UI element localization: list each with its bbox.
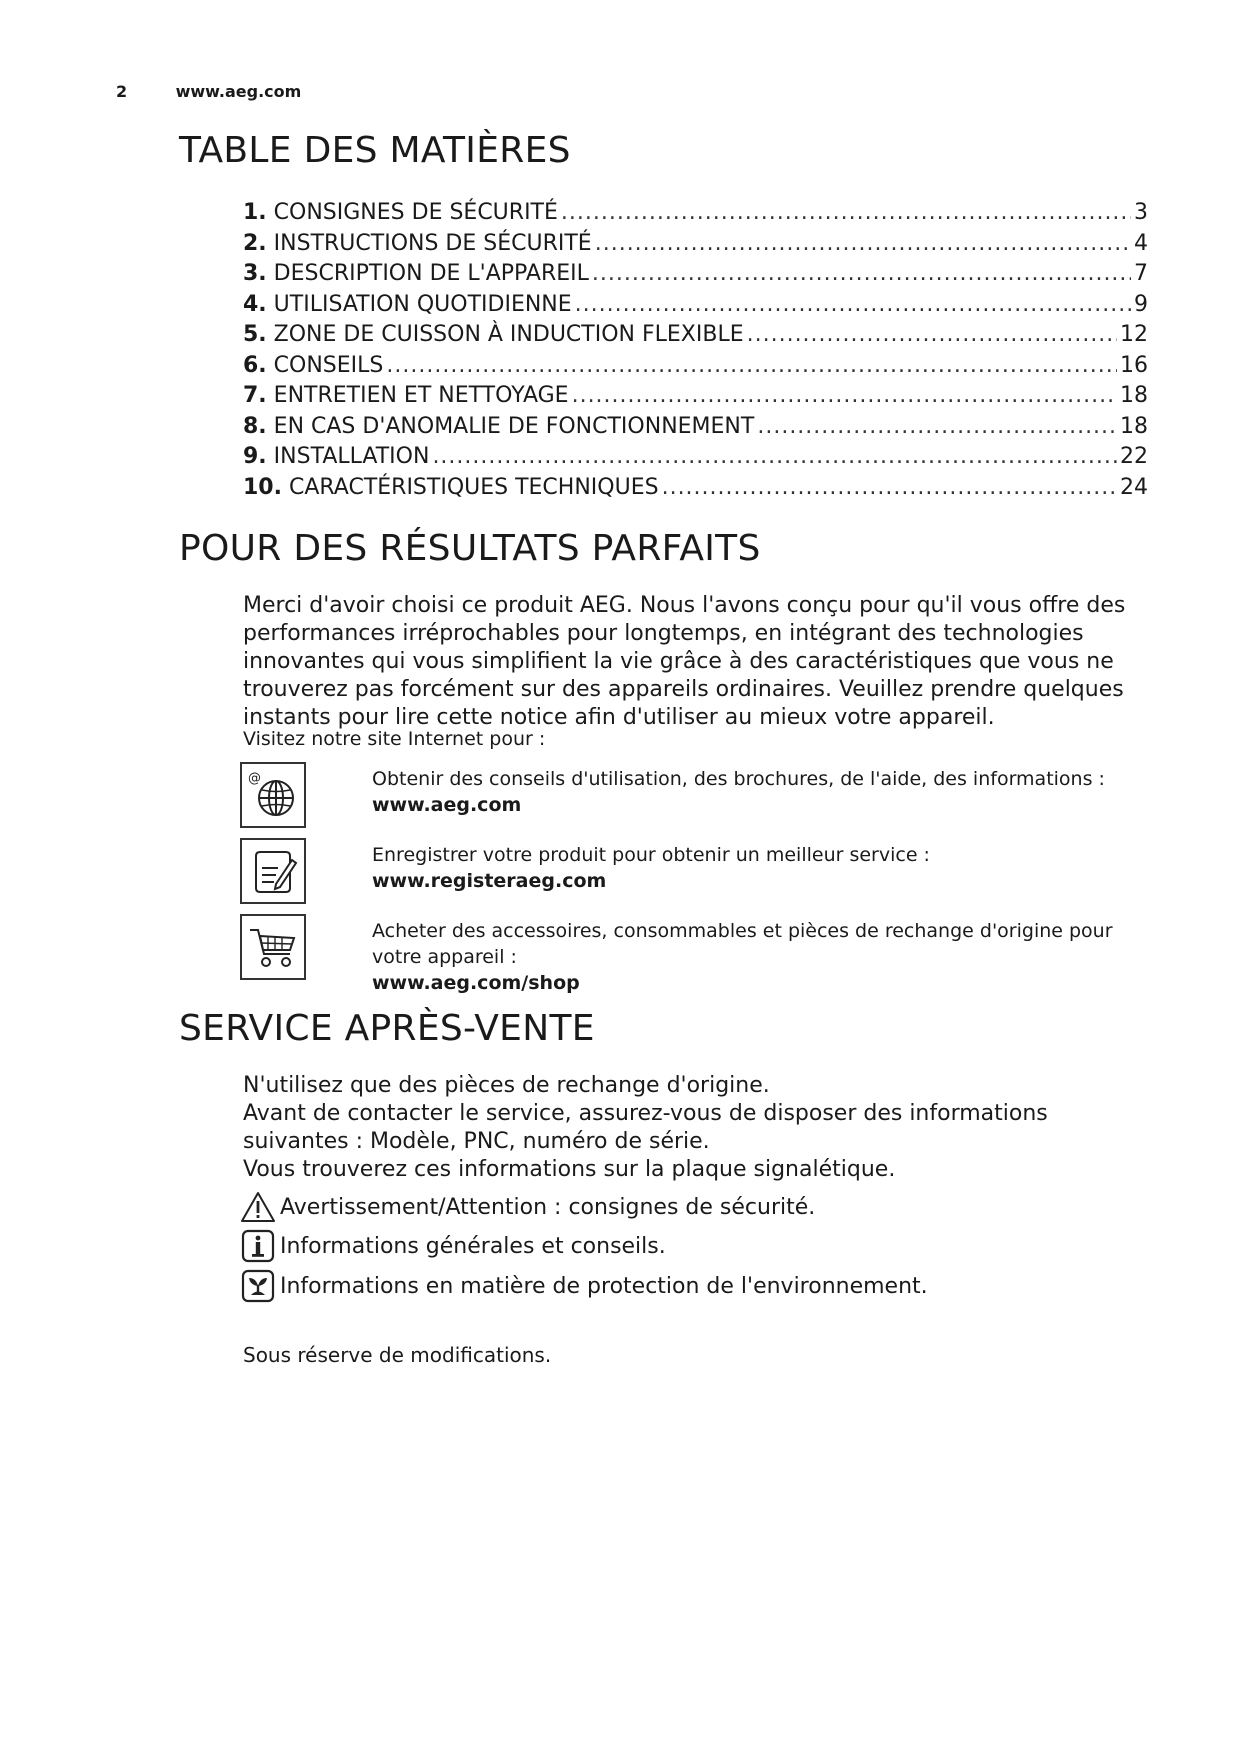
legend-text: Informations générales et conseils. [280, 1233, 666, 1259]
toc-item[interactable]: 1. CONSIGNES DE SÉCURITÉ ..... 3 [243, 198, 1148, 229]
service-title: SERVICE APRÈS-VENTE [179, 1008, 595, 1049]
service-line: Vous trouverez ces informations sur la plaque signalétique. [243, 1157, 896, 1182]
visit-label: Visitez notre site Internet pour : [243, 728, 546, 750]
link-url[interactable]: www.aeg.com [372, 794, 522, 816]
site-url[interactable]: www.aeg.com [175, 82, 302, 101]
service-line: Avant de contacter le service, assurez-vous de disposer des informations suivantes : Modèle, PNC, numéro de série. [243, 1101, 1048, 1154]
toc-item[interactable]: 7. ENTRETIEN ET NETTOYAGE ..... 18 [243, 381, 1148, 412]
toc-item[interactable]: 4. UTILISATION QUOTIDIENNE ..... 9 [243, 290, 1148, 321]
link-description: Acheter des accessoires, consommables et pièces de rechange d'origine pour votre appareil : [372, 920, 1113, 968]
toc-item[interactable]: 10. CARACTÉRISTIQUES TECHNIQUES ..... 24 [243, 473, 1148, 504]
modification-note: Sous réserve de modifications. [243, 1343, 552, 1367]
legend-text: Informations en matière de protection de l'environnement. [280, 1273, 928, 1299]
toc-item[interactable]: 5. ZONE DE CUISSON À INDUCTION FLEXIBLE ..... 12 [243, 320, 1148, 351]
warning-icon [240, 1190, 276, 1224]
link-description: Enregistrer votre produit pour obtenir un meilleur service : [372, 844, 930, 866]
service-text [243, 1072, 1148, 1184]
intro-paragraph: Merci d'avoir choisi ce produit AEG. Nous l'avons conçu pour qu'il vous offre des performances irréprochables pour longtemps, en intégrant des technologies innovantes qui vous simplifient la vie grâce à des caractéristiques que vous ne trouverez pas forcément sur des appareils ordinaires. Veuillez prendre quelques instants pour lire cette notice afin d'utiliser au mieux votre appareil. [243, 593, 1126, 730]
legend-environment [240, 1269, 928, 1303]
toc-item[interactable]: 6. CONSEILS ..... 16 [243, 351, 1148, 382]
environment-icon [240, 1269, 276, 1303]
results-title: POUR DES RÉSULTATS PARFAITS [179, 528, 761, 569]
toc-item[interactable]: 8. EN CAS D'ANOMALIE DE FONCTIONNEMENT ..... 18 [243, 412, 1148, 443]
info-icon [240, 1229, 276, 1263]
page-header [116, 82, 301, 101]
link-url[interactable]: www.registeraeg.com [372, 870, 607, 892]
legend-text: Avertissement/Attention : consignes de sécurité. [280, 1194, 816, 1220]
toc-item[interactable]: 3. DESCRIPTION DE L'APPAREIL ..... 7 [243, 259, 1148, 290]
service-line: N'utilisez que des pièces de rechange d'origine. [243, 1073, 770, 1098]
link-description: Obtenir des conseils d'utilisation, des brochures, de l'aide, des informations : [372, 768, 1105, 790]
cart-icon [240, 914, 306, 980]
page-number: 2 [116, 82, 128, 101]
link-url[interactable]: www.aeg.com/shop [372, 972, 580, 994]
svg-text:@: @ [248, 771, 261, 786]
table-of-contents [243, 198, 1148, 503]
register-icon [240, 838, 306, 904]
legend-warning [240, 1190, 815, 1224]
toc-title: TABLE DES MATIÈRES [179, 130, 571, 171]
toc-item[interactable]: 9. INSTALLATION ..... 22 [243, 442, 1148, 473]
toc-item[interactable]: 2. INSTRUCTIONS DE SÉCURITÉ ..... 4 [243, 229, 1148, 260]
globe-icon [240, 762, 306, 828]
legend-info [240, 1229, 666, 1263]
